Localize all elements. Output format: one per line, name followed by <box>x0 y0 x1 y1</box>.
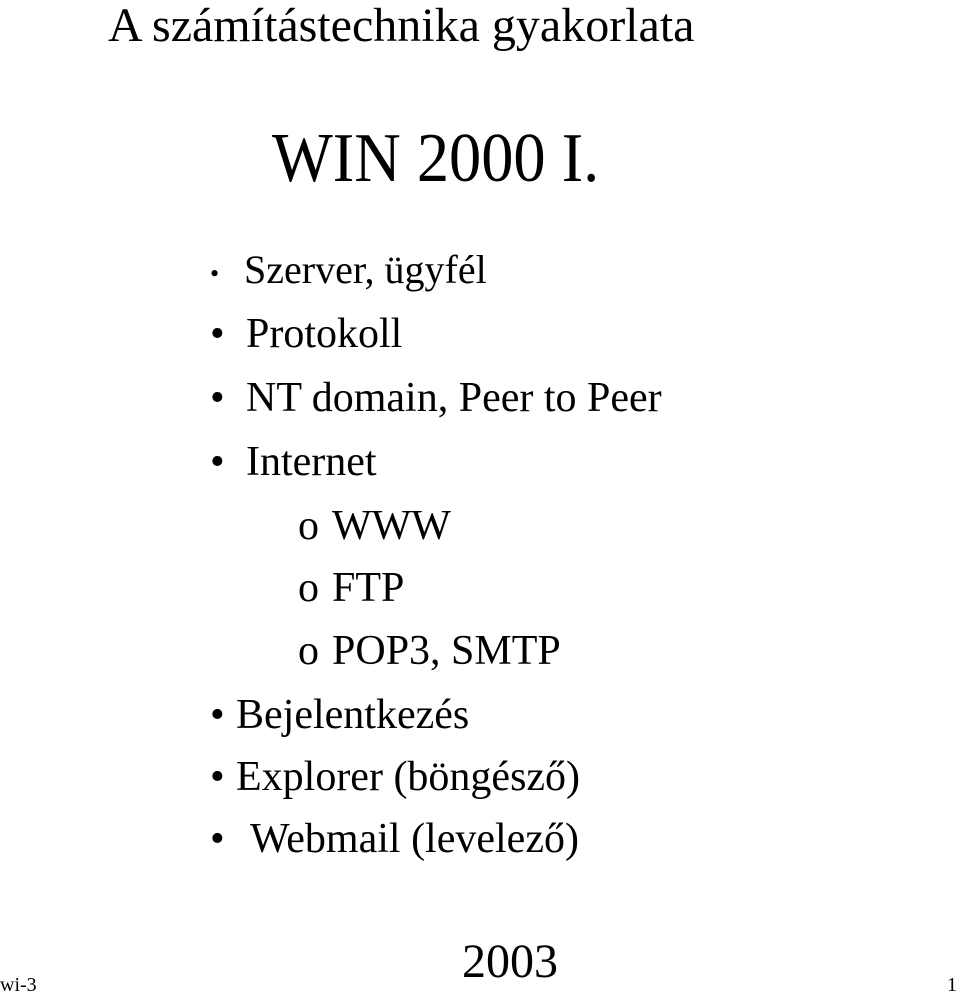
list-item <box>210 441 377 483</box>
list-item <box>210 247 487 292</box>
header-title: A számítástechnika gyakorlata <box>108 0 695 52</box>
list-item-label: NT domain, Peer to Peer <box>246 375 662 421</box>
footer-year: 2003 <box>462 935 558 988</box>
circle-bullet-icon: o <box>298 503 319 549</box>
bullet-icon: • <box>210 375 225 421</box>
slide-title: WIN 2000 I. <box>272 120 600 197</box>
sub-list-item-label: WWW <box>332 503 451 549</box>
list-item-label: Explorer (böngésző) <box>236 754 581 800</box>
list-item <box>210 756 580 798</box>
footer-label: wi-3 <box>0 974 37 996</box>
list-item-label: Bejelentkezés <box>236 692 470 738</box>
circle-bullet-icon: o <box>298 628 319 674</box>
sub-list-item <box>298 630 561 672</box>
bullet-icon: • <box>210 816 225 862</box>
bullet-icon: • <box>210 439 225 485</box>
list-item <box>210 377 662 419</box>
sub-list-item-label: FTP <box>332 565 405 611</box>
bullet-icon: • <box>210 692 225 738</box>
sub-list-item <box>298 567 404 609</box>
list-item-label: Szerver, ügyfél <box>244 247 487 292</box>
bullet-icon: • <box>210 754 225 800</box>
circle-bullet-icon: o <box>298 565 319 611</box>
sub-list-item <box>298 505 451 547</box>
list-item <box>210 313 402 355</box>
list-item <box>210 818 579 860</box>
sub-list-item-label: POP3, SMTP <box>332 628 561 674</box>
list-item-label: Webmail (levelező) <box>250 816 579 862</box>
bullet-icon: • <box>210 311 225 357</box>
page-number: 1 <box>947 974 957 996</box>
list-item-label: Protokoll <box>246 311 403 357</box>
list-item <box>210 694 469 736</box>
bullet-icon: • <box>210 258 220 288</box>
list-item-label: Internet <box>246 439 377 485</box>
